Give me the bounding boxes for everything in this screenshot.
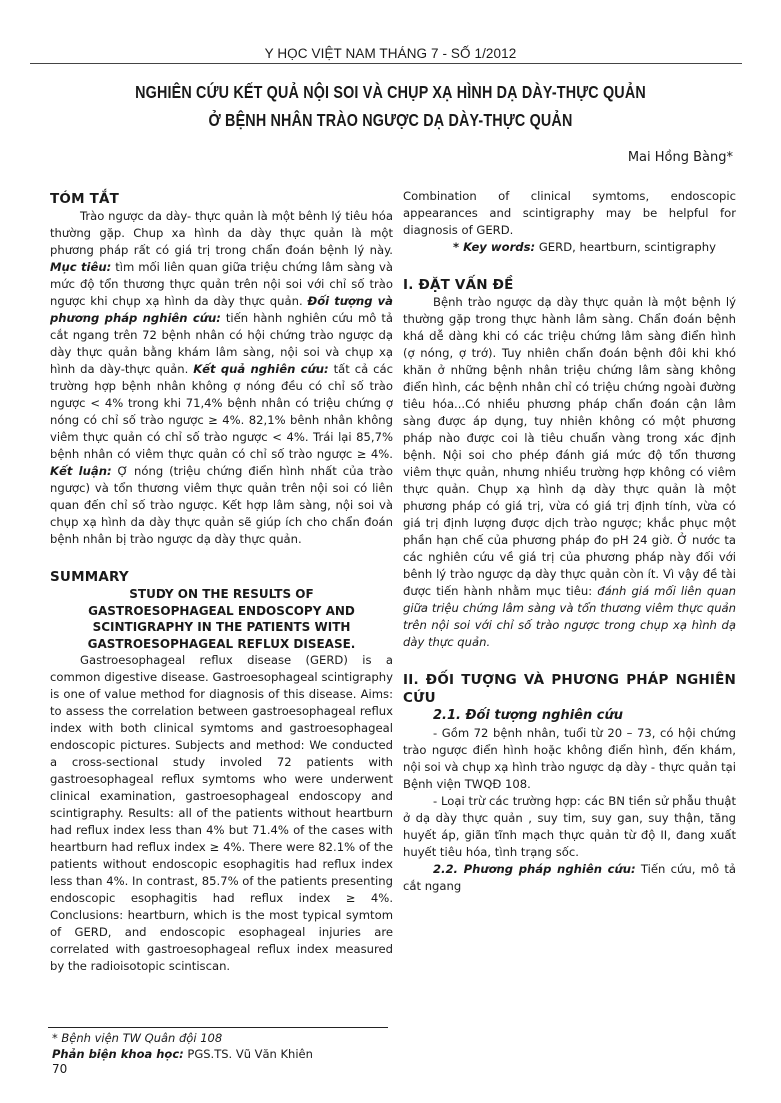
right-column <box>403 188 736 895</box>
abstract-vi-heading: TÓM TẮT <box>50 191 120 207</box>
footnote-divider <box>48 1027 388 1028</box>
keywords <box>403 239 736 256</box>
header-divider <box>30 63 742 64</box>
reviewer-label: Phản biện khoa học: <box>52 1047 184 1061</box>
exclusion-criteria: - Loại trừ các trường hợp: các BN tiền sử phẫu thuật ở dạ dày thực quản , suy tim, suy gan, suy thận, tăng huyết áp, giãn tĩnh mạch thực quản từ độ II, đang xuất huyết tiêu hóa, tình trạng sốc. <box>403 794 736 859</box>
summary-heading: SUMMARY <box>50 569 129 585</box>
reviewer-note <box>52 1046 313 1062</box>
article-title-line-2: Ở BỆNH NHÂN TRÀO NGƯỢC DẠ DÀY-THỰC QUẢN <box>208 110 573 130</box>
affiliation-note: * Bệnh viện TW Quân đội 108 <box>52 1031 223 1045</box>
methods-label: Đối tượng và phương pháp nghiên cứu: <box>50 294 394 325</box>
results-text: tất cả các trường hợp bệnh nhân không ợ nóng đều có chỉ số trào ngược < 4% trong khi 71,4% bệnh nhân có triệu chứng ợ nóng có chỉ số trào ngược ≥ 4%. 82,1% bênh nhân không viêm thực quản có chỉ số trào ngược < 4%. Trái lại 85,7% bệnh nhân có viêm thực quản có chỉ số trào ngược ≥ 4%. <box>50 362 393 461</box>
conclusion-text: Ợ nóng (triệu chứng điển hình nhất của trào ngược) và tổn thương viêm thực quản trên nội soi có liên quan đến chỉ số trào ngược. Kết hợp lâm sàng, nội soi và chụp xạ hình da dày thực quản sẽ giúp ích cho chẩn đoán bệnh nhân bị trào ngược dạ dày thực quản. <box>50 464 393 546</box>
article-title-line-1: NGHIÊN CỨU KẾT QUẢ NỘI SOI VÀ CHỤP XẠ HÌNH DẠ DÀY-THỰC QUẢN <box>135 82 646 102</box>
keywords-label: * Key words: <box>453 240 536 254</box>
results-label: Kết quả nghiên cứu: <box>193 362 329 376</box>
summary-body-continued: Combination of clinical symtoms, endoscopic appearances and scintigraphy may be helpful for diagnosis of GERD. <box>403 189 736 237</box>
summary-title-line: GASTROESOPHAGEAL ENDOSCOPY AND <box>88 603 355 618</box>
summary-title-line: GASTROESOPHAGEAL REFLUX DISEASE. <box>87 636 356 651</box>
reviewer-name: PGS.TS. Vũ Văn Khiên <box>183 1047 313 1061</box>
running-head: Y HỌC VIỆT NAM THÁNG 7 - SỐ 1/2012 <box>264 46 517 61</box>
footnote <box>52 1030 313 1062</box>
summary-title-line: STUDY ON THE RESULTS OF <box>129 587 314 601</box>
inclusion-criteria: - Gồm 72 bệnh nhân, tuổi từ 20 – 73, có hội chứng trào ngược điển hình hoặc không điển hình, đến khám, nội soi và chụp xạ hình trào ngược dạ dày - thực quản tại Bệnh viện TWQĐ 108. <box>403 726 736 791</box>
objective-label: Mục tiêu: <box>50 260 112 274</box>
author-name: Mai Hồng Bàng* <box>627 150 733 165</box>
subsection-2-2-text: Tiến cứu, mô tả cắt ngang <box>403 862 737 893</box>
summary-title-line: SCINTIGRAPHY IN THE PATIENTS WITH <box>92 620 351 634</box>
abstract-intro: Trào ngược da dày- thực quản là một bênh lý tiêu hóa thường gặp. Chup xa hình da dày thực quản là một phương pháp rất có giá trị trong chẩn đoán bệnh lý này. <box>50 209 393 257</box>
section-1-heading: I. ĐẶT VẤN ĐỀ <box>403 277 514 293</box>
summary-body: Gastroesophageal reflux disease (GERD) is a common digestive disease. Gastroesophageal scintigraphy is one of value method for diagnosis of this disease. Aims: to assess the correlation between gastroesophageal reflux index with both clinical symtoms and gastroesophageal endoscopic pictures. Subjects and method: We conducted a cross-sectional study involed 72 patients with gastroesophageal reflux symtoms who were underwent clinical examination, gastroesophageal endoscopy and scintigraphy. Results: all of the patients without heartburn had reflux index less than 4% but 71.4% of the cases with heartburn had reflux index ≥ 4%. There were 82.1% of the patients without endoscopic esophagitis had reflux index less than 4%. In contrast, 85.7% of the patients presenting endoscopic esophagitis had reflux index ≥ 4%. Conclusions: heartburn, which is the most typical symtom of GERD, and endoscopic esophageal injuries are correlated with gastroesophageal reflux index measured by the radioisotopic scintiscan. <box>50 653 393 973</box>
objective-text: tìm mối liên quan giữa triệu chứng lâm sàng và mức độ tổn thương thực quản trên nội soi với chỉ số trào ngược khi chụp xạ hình da dày thực quản. <box>50 260 393 308</box>
subsection-2-2-label: 2.2. Phương pháp nghiên cứu: <box>433 862 636 876</box>
subsection-2-1-heading: 2.1. Đối tượng nghiên cứu <box>433 708 623 723</box>
section-2-heading: II. ĐỐI TƯỢNG VÀ PHƯƠNG PHÁP NGHIÊN CỨU <box>403 672 736 706</box>
left-column <box>50 190 393 975</box>
summary-title <box>58 586 385 652</box>
subsection-2-2 <box>403 861 736 895</box>
section-1-aim: đánh giá mối liên quan giữa triệu chứng lâm sàng và tổn thương viêm thực quản trên nội soi với chỉ số trào ngược trong chụp xạ hình dạ dày thực quản. <box>403 584 737 649</box>
section-1-text: Bệnh trào ngược dạ dày thực quản là một bệnh lý thường gặp trong thực hành lâm sàng. Chẩn đoán bệnh khá dễ dàng khi có các triệu chứng lâm sàng điển hình (ợ nóng, ợ trớ). Tuy nhiên chẩn đoán bệnh đôi khi khó khăn ở những bệnh nhân triệu chứng lâm sàng không điển hình, các bệnh nhân chỉ có triệu chứng ngoài đường tiêu hóa...Có nhiều phương pháp chẩn đoán cận lâm sàng được áp dụng, tuy nhiên không có một phương pháp nào được coi là tiêu chuẩn vàng trong xác định bệnh. Nội soi cho phép đánh giá mức độ tổn thương viêm thực quản, nhưng nhiều trường hợp không có viêm thực quản. Chụp xạ hình dạ dày thực quản là một phương pháp có giá trị, vừa có giá trị định tính, vừa có giá trị định lượng được dịch trào ngược; khắc phục một phần hạn chế của phương pháp đo pH 24 giờ. Ở nước ta các nghiên cứu về giá trị của phương pháp này đối với bênh lý trào ngược dạ dày thực quản còn ít. Vì vậy đề tài được tiến hành nhằm mục tiêu: <box>403 295 736 598</box>
methods-text: tiến hành nghiên cứu mô tả cắt ngang trên 72 bệnh nhân có hội chứng trào ngược dạ dày thực quản bằng khám lâm sàng, nội soi và chụp xạ hình da dày-thực quản. <box>50 311 393 376</box>
keywords-text: GERD, heartburn, scintigraphy <box>535 240 716 254</box>
abstract-vi-body <box>50 208 393 548</box>
section-1-body <box>403 294 736 651</box>
conclusion-label: Kết luận: <box>50 464 112 478</box>
page-number: 70 <box>52 1062 68 1076</box>
